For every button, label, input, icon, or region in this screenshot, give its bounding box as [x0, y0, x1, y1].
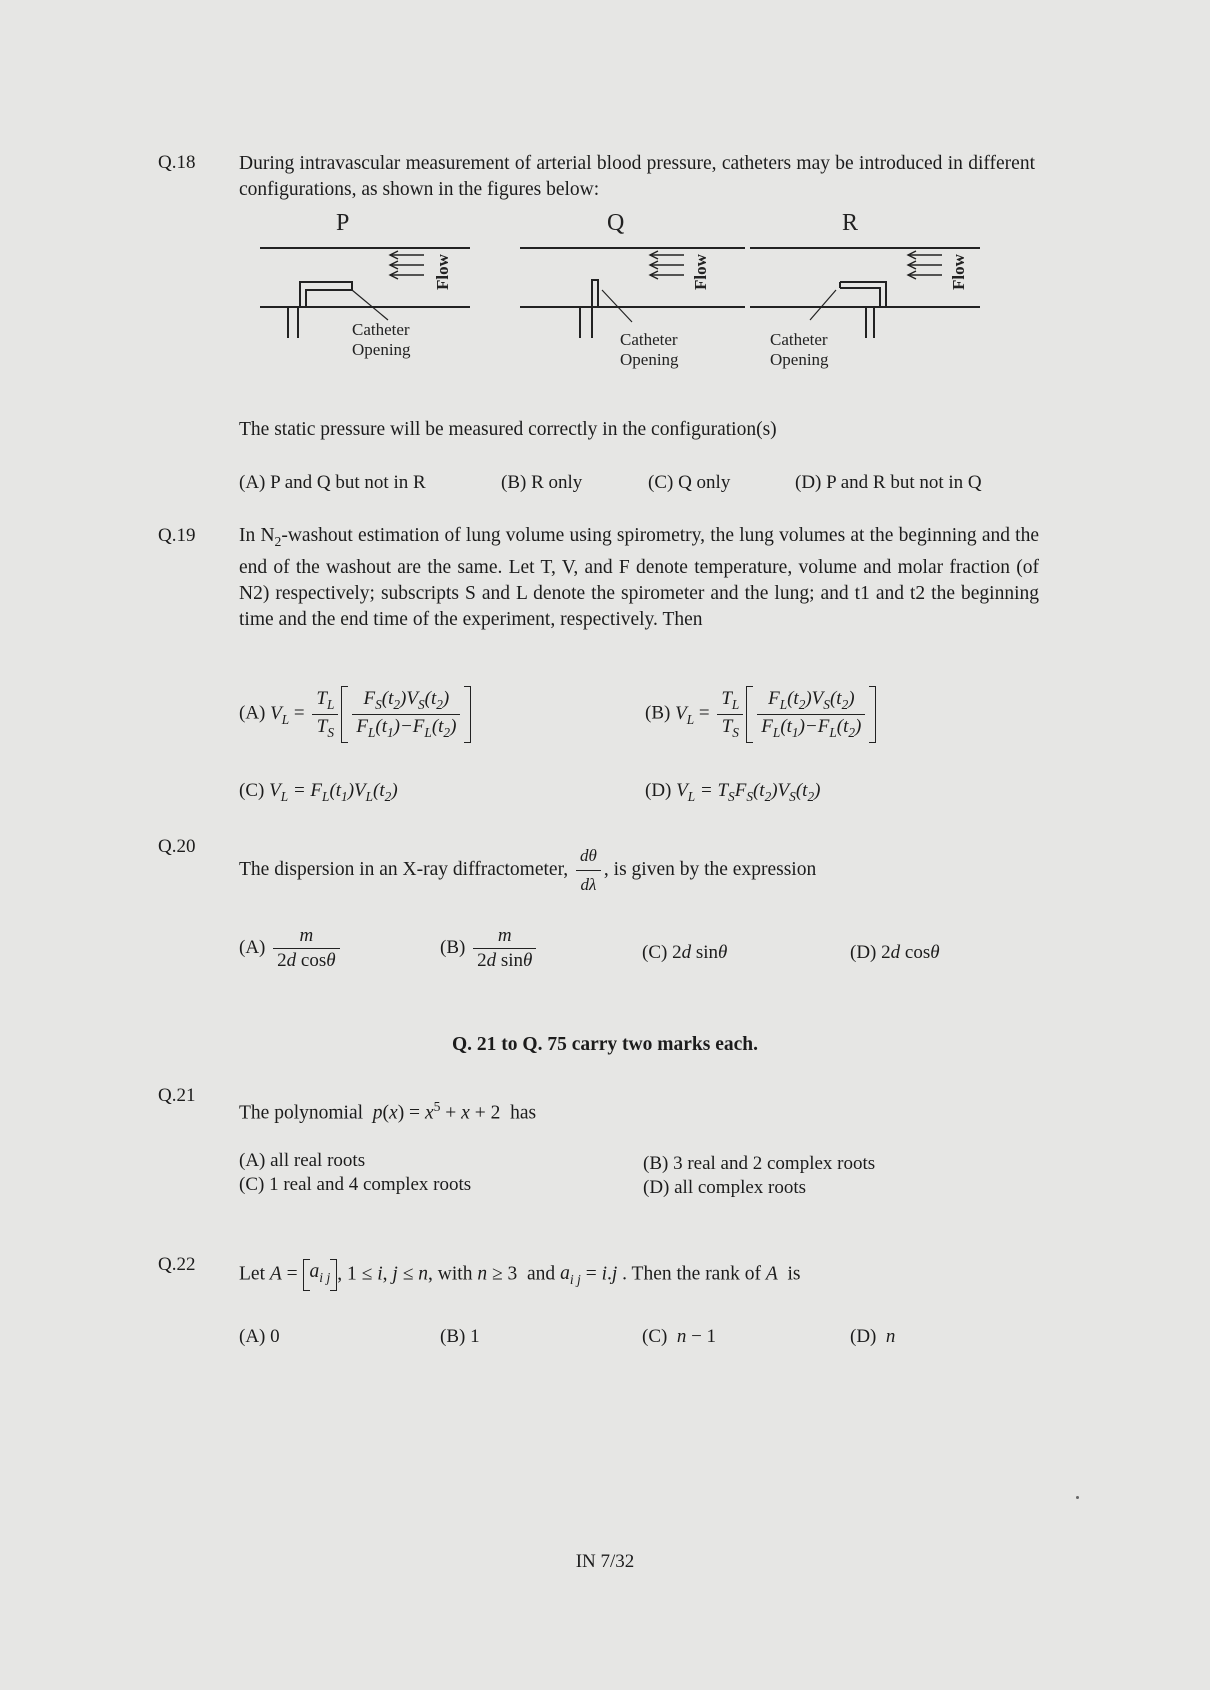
question-text: The dispersion in an X-ray diffractometer, $\frac{d\theta}{d\lambda}$ , is given by the expression [239, 843, 1039, 898]
question-number: Q.19 [158, 525, 196, 546]
figure-label-p: P [336, 210, 350, 236]
option-d[interactable]: (D) P and R but not in Q [795, 472, 982, 493]
option-b[interactable]: (B) $\frac{m}{\text{2d sinθ}}$ [440, 925, 539, 972]
figure-label-q: Q [607, 210, 625, 236]
option-a[interactable]: (A) P and Q but not in R [239, 472, 426, 493]
question-number: Q.20 [158, 836, 196, 857]
option-a[interactable]: (A) $\frac{m}{\text{2d cosθ}}$ [239, 925, 343, 972]
figure-label-r: R [842, 210, 859, 236]
question-text: In $N_2$-washout estimation of lung volume using spirometry, the lung volumes at the beginning and the end of the washout are the same. Let T, V, and F denote temperature, volume and molar fraction (of N2) respectively; subscripts S and L denote the spirometer and the lung; and t1 and t2 the beginning time and the end time of the experiment, respectively. Then [239, 525, 1039, 630]
question-text: During intravascular measurement of arterial blood pressure, catheters may be introduced in different configurations, as shown in the figures below: [239, 153, 1035, 200]
opening-label: Opening [620, 350, 679, 369]
option-b[interactable]: (B) 3 real and 2 complex roots [643, 1153, 876, 1174]
question-text: Let A = $a_{i j}$ , 1 ≤ i, j ≤ n, with n ≥ 3 and $a_{i j} = i.j$ . Then the rank of A is [239, 1259, 1059, 1293]
flow-label: Flow [691, 254, 710, 290]
opening-label: Opening [352, 340, 411, 359]
flow-label: Flow [433, 254, 452, 290]
option-b[interactable]: (B) R only [501, 472, 583, 493]
question-number: Q.22 [158, 1254, 196, 1275]
flow-label: Flow [949, 254, 968, 290]
opening-label: Opening [770, 350, 829, 369]
option-a[interactable]: (A) all real roots [239, 1150, 366, 1171]
speck [1076, 1496, 1079, 1499]
question-number: Q.18 [158, 152, 196, 173]
option-d[interactable]: (D) $V_L = T_SF_S(t_2)V_S(t_2)$ [645, 780, 821, 804]
option-a[interactable]: (A) 0 [239, 1326, 280, 1347]
option-c[interactable]: (C) n − 1 [642, 1326, 717, 1347]
catheter-figure [240, 210, 1000, 375]
catheter-label: Catheter [620, 330, 678, 349]
option-a[interactable]: (A) $V_L$ = $\frac{T_L}{T_S}$ $\frac{F_S(t_2)V_S(t_2)}{F_L(t_1)-F_L(t_2)}$ [239, 686, 471, 743]
question-number: Q.21 [158, 1085, 196, 1106]
catheter-label: Catheter [352, 320, 410, 339]
page-footer: IN 7/32 [575, 1551, 635, 1572]
option-d[interactable]: (D) 2d cosθ [850, 942, 940, 963]
option-c[interactable]: (C) 2d sinθ [642, 942, 728, 963]
option-b[interactable]: (B) $V_L$ = $\frac{T_L}{T_S}$ $\frac{F_L(t_2)V_S(t_2)}{F_L(t_1)-F_L(t_2)}$ [645, 686, 876, 743]
question-prompt: The static pressure will be measured correctly in the configuration(s) [239, 419, 777, 440]
option-d[interactable]: (D) n [850, 1326, 896, 1347]
option-c[interactable]: (C) 1 real and 4 complex roots [239, 1174, 472, 1195]
option-b[interactable]: (B) 1 [440, 1326, 480, 1347]
option-d[interactable]: (D) all complex roots [643, 1177, 807, 1198]
question-text: The polynomial $p(x) = x^5 + x + 2$ has [239, 1099, 537, 1124]
option-c[interactable]: (C) Q only [648, 472, 731, 493]
catheter-label: Catheter [770, 330, 828, 349]
option-c[interactable]: (C) $V_L = F_L(t_1)V_L(t_2)$ [239, 780, 398, 804]
section-heading: Q. 21 to Q. 75 carry two marks each. [452, 1034, 758, 1055]
